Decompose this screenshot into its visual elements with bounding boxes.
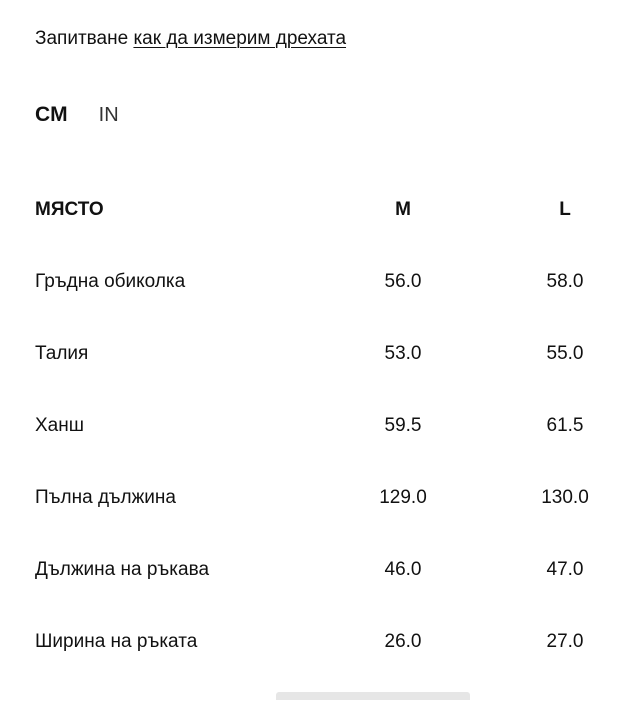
cell-m-value: 46.0 <box>384 559 422 580</box>
table-row <box>35 558 643 630</box>
column-header-l-text: L <box>559 199 571 220</box>
table-row <box>35 414 643 486</box>
table-row <box>35 270 643 342</box>
cell-m-value: 53.0 <box>384 343 422 364</box>
table-row <box>35 486 643 558</box>
bottom-drawer-handle[interactable] <box>276 692 470 700</box>
cell-m-value: 59.5 <box>384 415 422 436</box>
row-label: Дължина на ръкава <box>35 559 210 580</box>
column-header-place: МЯСТО <box>35 199 104 220</box>
cell-l-value: 58.0 <box>546 271 584 292</box>
cell-m-value: 26.0 <box>384 631 422 652</box>
unit-toggle <box>35 102 150 128</box>
size-table <box>35 198 643 702</box>
row-label: Гръдна обиколка <box>35 271 186 292</box>
cell-l-value: 47.0 <box>546 559 584 580</box>
table-row <box>35 342 643 414</box>
cell-l-value: 61.5 <box>546 415 584 436</box>
unit-in-option[interactable]: IN <box>98 104 119 126</box>
row-label: Ширина на ръката <box>35 631 198 652</box>
unit-cm-option[interactable]: CM <box>35 103 68 126</box>
table-header-row <box>35 198 643 270</box>
cell-l-value: 55.0 <box>546 343 584 364</box>
row-label: Талия <box>35 343 89 364</box>
row-label: Пълна дължина <box>35 487 176 508</box>
help-link[interactable]: как да измерим дрехата <box>133 28 347 49</box>
help-prefix-text: Запитване <box>35 28 129 49</box>
cell-l-value: 27.0 <box>546 631 584 652</box>
cell-l-value: 130.0 <box>541 487 589 508</box>
cell-m-value: 56.0 <box>384 271 422 292</box>
cell-m-value: 129.0 <box>379 487 427 508</box>
row-label: Ханш <box>35 415 84 436</box>
measure-help-line <box>35 27 346 51</box>
column-header-m-text: M <box>395 199 411 220</box>
